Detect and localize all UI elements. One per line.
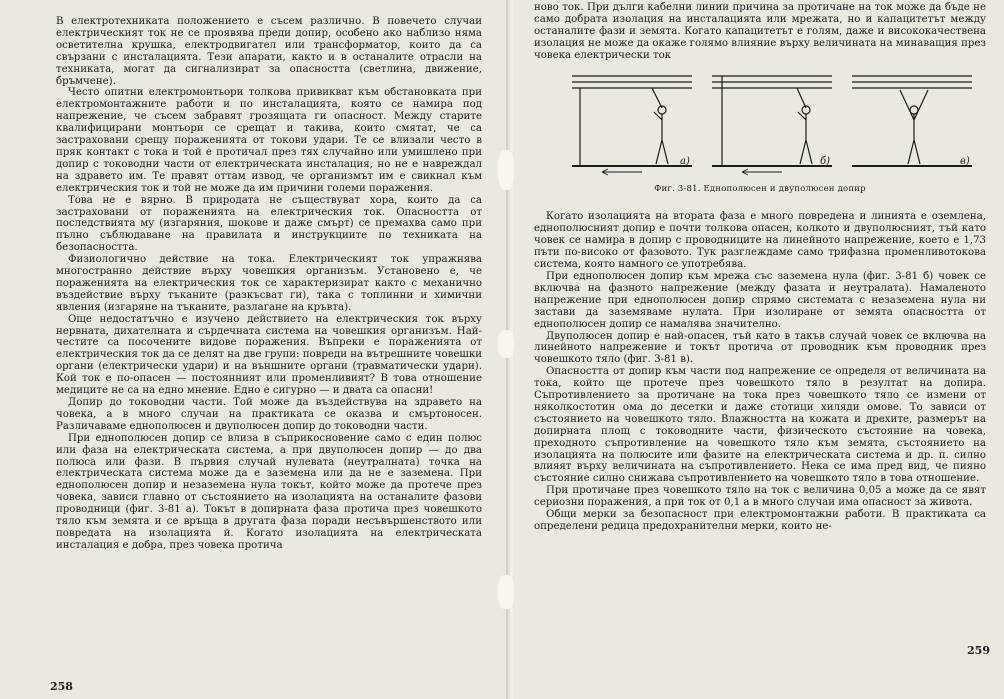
torn-edge xyxy=(498,330,514,358)
paragraph: Това не е вярно. В природата не съществуват хора, които да са застраховани от пораженията на електрическия ток. Опасността от последствията му (изгаряния, шокове и даже смърт) се премахва само при пълно съблюдаване на правилата и инструкциите по техниката на безопасността. xyxy=(56,194,482,254)
page-number: 258 xyxy=(50,680,73,694)
paragraph: При еднополюсен допир към мрежа със заземена нула (фиг. 3-81 б) човек се включва на фазното напрежение (между фазата и неутралата). Намаленото напрежение при еднополюсен допир спрямо системата с незаземена нула ни застави да заземяваме нулата. При изолиране от земята опасността от еднополюсен допир се намалява значително. xyxy=(534,270,986,330)
torn-edge xyxy=(498,575,514,609)
page-number: 259 xyxy=(967,644,990,658)
paragraph: Общи мерки за безопасност при електромонтажни работи. В практиката са определени редица предохранителни мерки, които не- xyxy=(534,509,986,532)
paragraph: Двуполюсен допир е най-опасен, тъй като в такъв случай човек се включва на линейното напрежение и токът протича от проводник към проводник през човешкото тяло (фиг. 3-81 в). xyxy=(534,330,986,366)
paragraph: Често опитни електромонтьори толкова привикват към обстановката при електромонтажните работи и по инсталацията, която се намира под напрежение, че съсем забравят грозящата ги опасност. Между старите квалифицирани монтьори се срещат и такива, които смятат, че са застраховани срещу пораженията от токови удари. Те се влизали често в пряк контакт с тока и той е протичал през тях случайно или умишлено при допир с тоководни части от електрическата инсталация, но не е навреждал на здравето им. Те правят оттам извод, че организмът им е свикнал към електрическия ток и той не може да им причини големи поражения. xyxy=(56,87,482,194)
figure-3-81 xyxy=(534,64,986,182)
paragraph: Опасността от допир към части под напрежение се определя от величината на тока, който ще протече през човешкото тяло в резултат на допира. Съпротивлението за протичане на тока през човешкото тяло се измени от няколкостотин ома до десетки и даже стотици хиляди омове. То зависи от състоянието на човешкото тяло. Влажността на кожата и дрехите, размерът на допирната площ с тоководните части, физическото състояние на човека, преходното съпротивление на човешкото тяло към земята, състоянието на изолацията на полюсите или фазите на електрическата система и др. п. силно влияят върху величината на съпротивлението. Нека се има пред вид, че пияно състояние силно снижава съпротивлението на човешкото тяло в това отношение. xyxy=(534,366,986,485)
right-page xyxy=(514,0,1004,699)
figure-label-c: в) xyxy=(960,155,970,167)
paragraph: Когато изолацията на втората фаза е много повредена и линията е оземлена, еднополюсният допир е почти толкова опасен, колкото и двуполюсният, тъй като човек се намира в допир с проводниците на линейното напрежение, което е 1,73 пъти по-високо от фазовото. Тук разглеждаме само трифазна променливотокова система, която намного се употребява. xyxy=(534,211,986,271)
figure-label-b: б) xyxy=(820,155,831,167)
torn-edge xyxy=(498,150,514,190)
paragraph: В електротехниката положението е съсем различно. В повечето случаи електрическият ток не се проявява преди допир, особено ако наблизо няма осветителна крушка, електродвигател или трансформатор, които да са свързани с инсталацията. Тези апарати, както и в останалите отрасли на техниката, могат да сигнализират за опасността (светлина, движение, бръмчене). xyxy=(56,16,482,87)
paragraph: Допир до тоководни части. Той може да въздействува на здравето на човека, а в много случаи на практиката се оказва и смъртоносен. Различаваме еднополюсен и двуполюсен допир до тоководни части. xyxy=(56,397,482,432)
figure-caption: Фиг. 3-81. Еднополюсен и двуполюсен допир xyxy=(654,183,866,194)
paragraph: При протичане през човешкото тяло на ток с величина 0,05 а може да се явят сериозни поражения, а при ток от 0,1 а в много случаи има опасност за живота. xyxy=(534,485,986,509)
figure-label-a: а) xyxy=(680,155,690,167)
paragraph: При еднополюсен допир се влиза в съприкосновение само с един полюс или фаза на електрическата система, а при двуполюсен допир — до два полюса или фази. В първия случай нулевата (неутралната) точка на електрическата система може да е заземена или да не е заземена. При еднополюсен допир и незаземена нула токът, който може да протече през човека, зависи главно от състоянието на изолацията на останалите фазови проводници (фиг. 3-81 а). Токът в допирната фаза протича през човешкото тяло към земята и се връща в другата фаза поради несъвършенството или повредата на изолацията й. Когато изолацията на електрическата инсталация е добра, през човека протича xyxy=(56,432,482,551)
figure-illustration xyxy=(562,68,982,180)
paragraph: Още недостатъчно е изучено действието на електрическия ток върху нервната, дихателната и сърдечната система на човешкия организъм. Най-честите са посочените видове поражения. Въпреки е пораженията от електрическия ток да се делят на две групи: повреди на вътрешните човешки органи (електрически удари) и на външните органи (травматически удари). Кой ток е по-опасен — постоянният или променливият? В това отношение медиците не са на едно мнение. Едно е сигурно — и двата са опасни! xyxy=(56,313,482,397)
paragraph: ново ток. При дълги кабелни линии причина за протичане на ток може да бъде не само добрата изолация на инсталацията или мрежата, но и капацитетът между останалите фази и земята. Когато капацитетът е голям, даже и висококачествена изолация не може да окаже голямо влияние върху величината на минаващия през човека електрически ток xyxy=(534,2,986,61)
paragraph: Физиологично действие на тока. Електрическият ток упражнява многостранно действие върху човешкия организъм. Установено е, че пораженията на електрическия ток се характеризират както с механично въздействие върху тъканите (разкъсват ги), така с топлинни и химични явления (изгаряне на тъканите, разлагане на кръвта). xyxy=(56,254,482,313)
